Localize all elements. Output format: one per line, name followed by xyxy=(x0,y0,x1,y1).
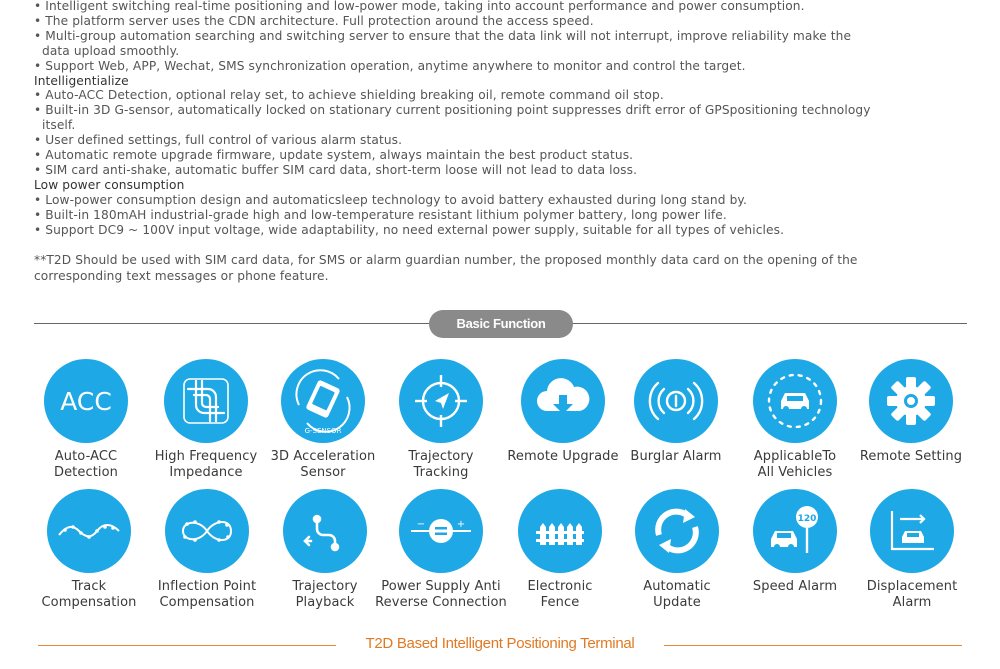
text-line: • Support DC9 ~ 100V input voltage, wide adaptability, no need external power supply, suitable for all types of vehicles. xyxy=(34,222,785,237)
feature-label: Speed Alarm xyxy=(752,579,838,594)
text-line: • The platform server uses the CDN architecture. Full protection around the access speed. xyxy=(34,13,594,28)
feature-label: Trajectory Playback xyxy=(292,579,358,610)
section-heading: Intelligentialize xyxy=(34,73,129,88)
text-line: itself. xyxy=(42,118,76,133)
feature-label: High Frequency Impedance xyxy=(154,449,258,480)
sim-card-note xyxy=(34,253,964,284)
feature-trajectory-tracking xyxy=(371,359,511,480)
text-line: • User defined settings, full control of various alarm status. xyxy=(34,133,403,148)
feature-label: Automatic Update xyxy=(643,579,711,610)
text-line: • Low-power consumption design and automaticsleep technology to avoid battery exhausted during long stand by. xyxy=(34,192,747,207)
section-title-badge: Basic Function xyxy=(429,310,573,338)
note-line: **T2D Should be used with SIM card data, for SMS or alarm guardian number, the proposed monthly data card on the opening of the xyxy=(34,253,858,267)
feature-displacement-alarm xyxy=(842,489,982,610)
svg-text:120: 120 xyxy=(797,514,817,524)
acc-icon xyxy=(44,359,128,443)
feature-label: Auto-ACC Detection xyxy=(53,449,119,480)
fence-icon xyxy=(518,489,602,573)
svg-text:−: − xyxy=(416,519,426,530)
text-line: • Intelligent switching real-time positioning and low-power mode, taking into account performance and power consumption. xyxy=(34,0,805,13)
vehicle-icon xyxy=(753,359,837,443)
text-line: • Multi-group automation searching and switching server to ensure that the data link will not interrupt, improve reliability make the xyxy=(34,28,852,43)
note-line: corresponding text messages or phone feature. xyxy=(34,268,329,283)
playback-icon xyxy=(283,489,367,573)
text-line: • Support Web, APP, Wechat, SMS synchronization operation, anytime anywhere to monitor and control the target. xyxy=(34,58,746,73)
text-line: • Auto-ACC Detection, optional relay set, to achieve shielding breaking oil, remote command oil stop. xyxy=(34,88,664,103)
footer-title: T2D Based Intelligent Positioning Terminal xyxy=(365,635,635,652)
text-line: • Built-in 3D G-sensor, automatically locked on stationary current positioning point suppresses drift error of GPSpositioning technology xyxy=(34,103,871,118)
refresh-icon xyxy=(635,489,719,573)
svg-text:+: + xyxy=(456,519,466,530)
text-line: • SIM card anti-shake, automatic buffer SIM card data, short-term loose will not lead to data loss. xyxy=(34,162,638,177)
text-line: data upload smoothly. xyxy=(42,43,180,58)
feature-label: Burglar Alarm xyxy=(630,449,722,464)
impedance-icon xyxy=(164,359,248,443)
cloud-download-icon xyxy=(521,359,605,443)
polarity-icon xyxy=(399,489,483,573)
speed-sign-icon xyxy=(753,489,837,573)
gear-icon xyxy=(869,359,953,443)
feature-label: Remote Upgrade xyxy=(507,449,619,464)
feature-label: Inflection Point Compensation xyxy=(157,579,257,610)
text-line: • Built-in 180mAH industrial-grade high and low-temperature resistant lithium polymer battery, long power life. xyxy=(34,207,727,222)
svg-text:G-SENSOR: G-SENSOR xyxy=(304,427,342,435)
footer-rule-left xyxy=(38,645,336,646)
alarm-signal-icon xyxy=(634,359,718,443)
svg-text:ACC: ACC xyxy=(60,387,112,416)
feature-label: Track Compensation xyxy=(41,579,137,610)
feature-label: 3D Acceleration Sensor xyxy=(270,449,376,480)
feature-label: Trajectory Tracking xyxy=(408,449,474,480)
feature-label: Remote Setting xyxy=(859,449,963,464)
track-path-icon xyxy=(47,489,131,573)
displacement-icon xyxy=(870,489,954,573)
feature-label: ApplicableTo All Vehicles xyxy=(753,449,837,480)
feature-label: Power Supply Anti Reverse Connection xyxy=(375,579,507,610)
feature-remote-setting xyxy=(841,359,981,465)
g-sensor-icon xyxy=(281,359,365,443)
footer-rule-right xyxy=(664,645,962,646)
feature-label: Displacement Alarm xyxy=(866,579,958,610)
inflection-path-icon xyxy=(165,489,249,573)
section-heading: Low power consumption xyxy=(34,177,185,192)
text-line: • Automatic remote upgrade firmware, update system, always maintain the best product status. xyxy=(34,148,634,163)
feature-description-text xyxy=(34,0,964,238)
crosshair-icon xyxy=(399,359,483,443)
feature-label: Electronic Fence xyxy=(527,579,593,610)
feature-auto-acc xyxy=(16,359,156,480)
